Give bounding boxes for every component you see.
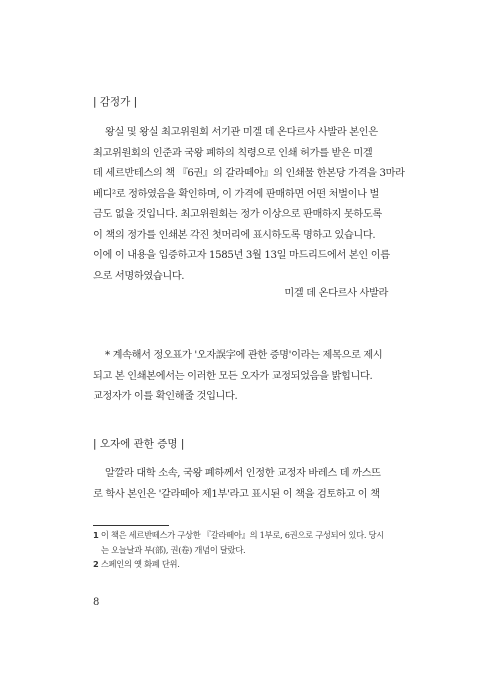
footnote-text: 스페인의 옛 화폐 단위.	[100, 559, 180, 569]
footnote-line	[93, 557, 413, 572]
paragraph-line: 알깔라 대학 소속, 국왕 폐하께서 인정한 교정자 바레스 데 까스뜨	[105, 468, 381, 479]
paragraph-line: 베디²로 정하였음을 확인하며, 이 가격에 판매하면 어떤 처벌이나 벌	[93, 188, 379, 200]
paragraph-line: 이에 이 내용을 입증하고자 1585년 3월 13일 마드리드에서 본인 이름	[93, 250, 390, 261]
page-number: 8	[93, 597, 100, 608]
paragraph-line: 최고위원회의 인준과 국왕 폐하의 칙령으로 인쇄 허가를 받은 미겔	[93, 147, 373, 159]
errata-note-paragraph	[93, 346, 406, 408]
paragraph-line: 로 학사 본인은 '갈라떼아 제1부'라고 표시된 이 책을 검토하고 이 책	[93, 488, 380, 500]
section-heading-errata: | 오자에 관한 증명 |	[93, 438, 185, 450]
paragraph-line: 이 책의 정가를 인쇄본 각진 첫머리에 표시하도록 명하고 있습니다.	[93, 229, 376, 241]
footnote-divider	[93, 525, 169, 526]
paragraph-line: * 계속해서 정오표가 '오자誤字에 관한 증명'이라는 제목으로 제시	[105, 350, 383, 361]
footnote-number: 2	[93, 559, 99, 569]
errata-paragraph	[93, 464, 406, 505]
footnote-line	[93, 528, 413, 543]
paragraph-line: 교정자가 이를 확인해줄 것입니다.	[93, 391, 238, 402]
paragraph-line: 되고 본 인쇄본에서는 이러한 모든 오자가 교정되었음을 밝힙니다.	[93, 370, 373, 382]
paragraph-line: 으로 서명하였습니다.	[93, 270, 185, 282]
footnote-2	[93, 557, 413, 572]
paragraph-line: 왕실 및 왕실 최고위원회 서기관 미겔 데 온다르사 사발라 본인은	[105, 127, 378, 138]
paragraph-line: 금도 없을 것입니다. 최고위원회는 정가 이상으로 판매하지 못하도록	[93, 209, 382, 220]
signature-line: 미겔 데 온다르사 사발라	[284, 288, 388, 299]
appraisal-paragraph	[93, 123, 406, 287]
footnote-number: 1	[93, 530, 99, 540]
footnote-1	[93, 528, 413, 557]
footnote-line: 는 오늘날과 부(部), 권(卷) 개념이 달랐다.	[101, 544, 246, 555]
section-heading-appraiser: | 감정가 |	[93, 96, 138, 108]
paragraph-line: 데 세르반테스의 책 『6권』의 갈라떼아』의 인쇄물 한본당 가격을 3마라	[93, 168, 405, 179]
footnote-text: 이 책은 세르반떼스가 구상한 『갈라떼아』의 1부로, 6권으로 구성되어 있다. 당시	[100, 530, 384, 540]
